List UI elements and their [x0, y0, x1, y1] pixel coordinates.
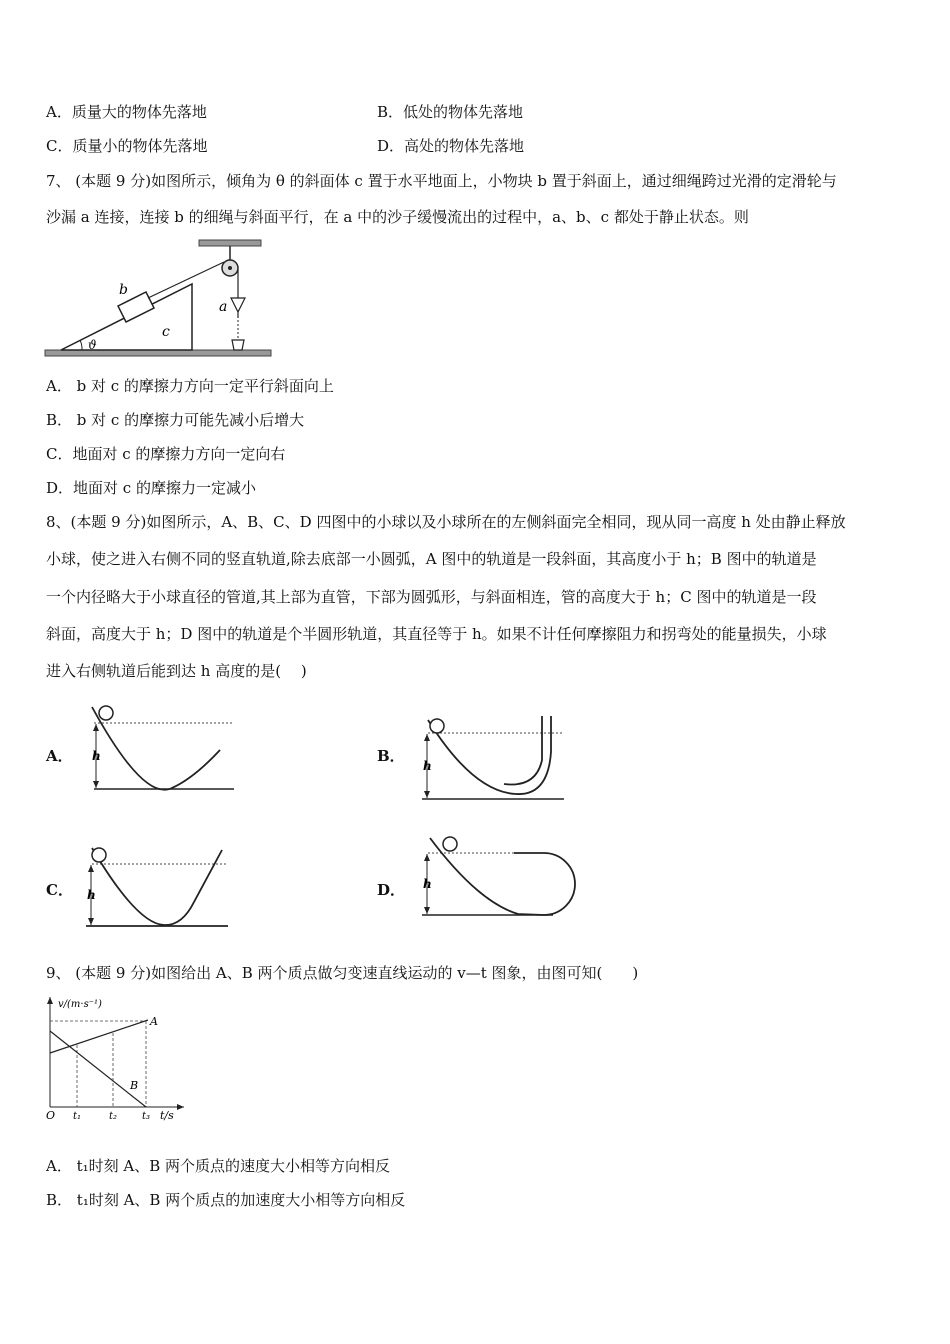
q6-option-c: C．质量小的物体先落地 — [46, 137, 208, 155]
q7-stem-line-1: 7、 (本题 9 分)如图所示，倾角为 θ 的斜面体 c 置于水平地面上，小物块 b 置于斜面上，通过细绳跨过光滑的定滑轮与 — [46, 172, 837, 190]
ball-icon — [92, 848, 106, 862]
t1-label: t₁ — [73, 1111, 82, 1122]
q7-incline-pulley-figure — [44, 238, 274, 363]
label-b: b — [119, 282, 128, 298]
q8-stem-line-5: 进入右侧轨道后能到达 h 高度的是( ) — [46, 662, 307, 680]
q7-option-b: B． b 对 c 的摩擦力可能先减小后增大 — [46, 411, 305, 429]
q8-stem-line-1: 8、(本题 9 分)如图所示，A、B、C、D 四图中的小球以及小球所在的左侧斜面完全相同，现从同一高度 h 处由静止释放 — [46, 513, 846, 531]
q6-option-d: D．高处的物体先落地 — [377, 137, 525, 155]
q8-figure-c — [82, 836, 242, 931]
line-a — [50, 1020, 148, 1053]
q8-figure-a — [84, 702, 244, 797]
h-label-d: h — [423, 877, 432, 891]
q9-option-b: B． t₁时刻 A、B 两个质点的加速度大小相等方向相反 — [46, 1191, 406, 1209]
q8-fig-d-label: D． — [377, 881, 406, 899]
t2-label: t₂ — [109, 1111, 118, 1122]
q8-fig-c-label: C． — [46, 881, 73, 899]
q7-option-d: D．地面对 c 的摩擦力一定减小 — [46, 479, 256, 497]
sand-funnel-icon — [231, 298, 245, 312]
label-theta: ϑ — [88, 338, 97, 352]
q8-fig-b-label: B． — [377, 747, 405, 765]
ball-icon — [99, 706, 113, 720]
q8-figure-b — [418, 712, 578, 807]
q8-stem-line-2: 小球，使之进入右侧不同的竖直轨道,除去底部一小圆弧，A 图中的轨道是一段斜面，其高度小于 h；B 图中的轨道是 — [46, 550, 817, 568]
line-b — [50, 1031, 146, 1107]
q8-stem-line-3: 一个内径略大于小球直径的管道,其上部为直管，下部为圆弧形，与斜面相连，管的高度大于 h；C 图中的轨道是一段 — [46, 588, 817, 606]
origin-label: O — [46, 1109, 56, 1122]
q8-fig-a-label: A． — [46, 747, 73, 765]
q6-option-a: A．质量大的物体先落地 — [46, 103, 207, 121]
h-label-b: h — [423, 759, 432, 773]
ball-icon — [443, 837, 457, 851]
line-b-label: B — [130, 1079, 139, 1092]
label-a: a — [219, 299, 228, 315]
q8-figure-d — [418, 832, 588, 927]
q8-stem-line-4: 斜面，高度大于 h；D 图中的轨道是个半圆形轨道，其直径等于 h。如果不计任何摩擦阻力和拐弯处的能量损失，小球 — [46, 625, 827, 643]
q7-stem-line-2: 沙漏 a 连接，连接 b 的细绳与斜面平行，在 a 中的沙子缓慢流出的过程中，a、b、c 都处于静止状态。则 — [46, 208, 749, 226]
ball-icon — [430, 719, 444, 733]
q9-stem: 9、 (本题 9 分)如图给出 A、B 两个质点做匀变速直线运动的 v—t 图象，由图可知( ) — [46, 964, 639, 982]
line-a-label: A — [150, 1015, 158, 1028]
cup-icon — [232, 340, 244, 350]
q7-option-a: A． b 对 c 的摩擦力方向一定平行斜面向上 — [46, 377, 334, 395]
q9-option-a: A． t₁时刻 A、B 两个质点的速度大小相等方向相反 — [46, 1157, 391, 1175]
q7-option-c: C．地面对 c 的摩擦力方向一定向右 — [46, 445, 286, 463]
t3-label: t₃ — [142, 1111, 151, 1122]
label-c: c — [162, 324, 170, 340]
y-axis-label: v/(m·s⁻¹) — [58, 999, 102, 1010]
q9-vt-graph — [44, 995, 194, 1125]
x-axis-label: t/s — [160, 1109, 174, 1122]
h-label-c: h — [87, 888, 96, 902]
h-label-a: h — [92, 749, 101, 763]
q6-option-b: B．低处的物体先落地 — [377, 103, 524, 121]
